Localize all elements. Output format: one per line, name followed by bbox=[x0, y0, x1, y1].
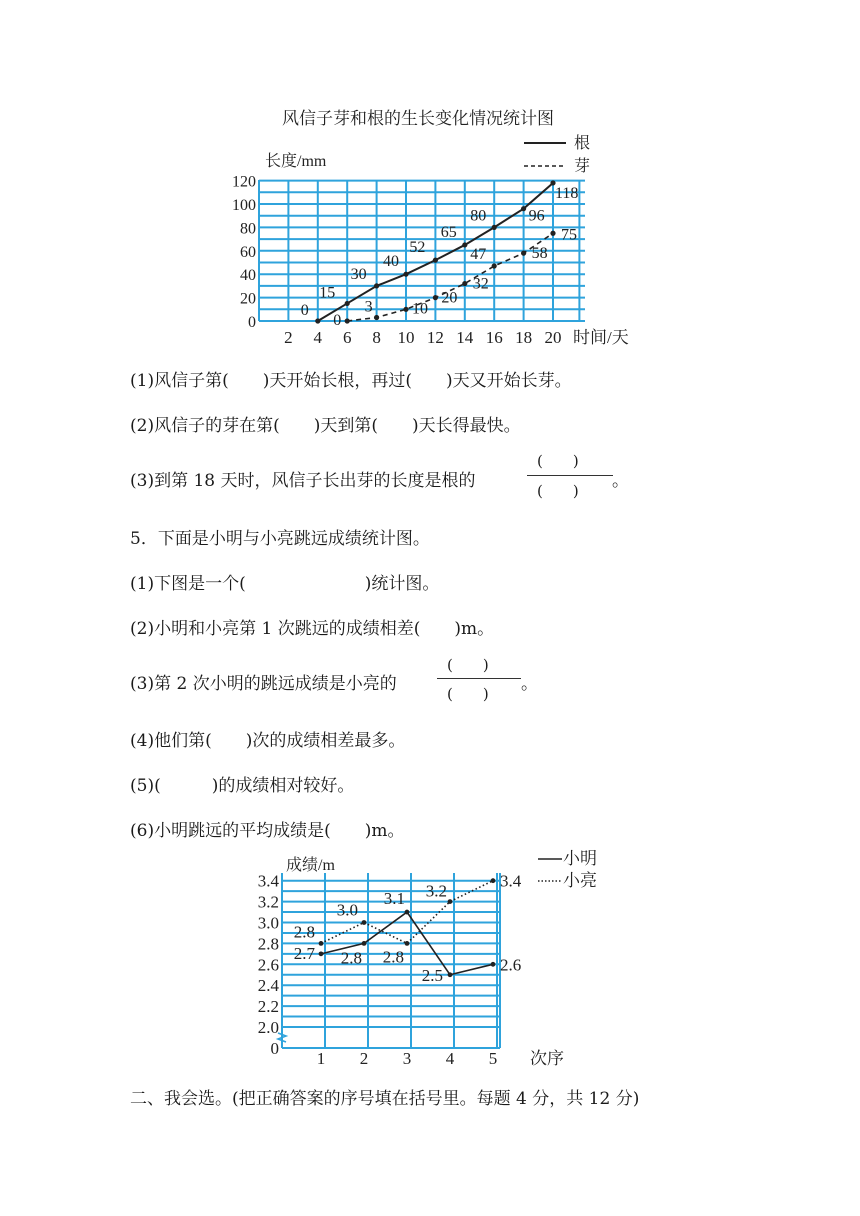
x-tick-label: 2 bbox=[284, 328, 293, 347]
xiaoliang-data-label: 2.8 bbox=[382, 947, 404, 967]
legend bbox=[538, 849, 597, 890]
root-point bbox=[345, 301, 350, 306]
sprout-data-label: 10 bbox=[412, 300, 428, 318]
xiaoming-point bbox=[405, 910, 410, 915]
x-axis-label: 次序 bbox=[530, 1049, 564, 1068]
chart1-series bbox=[301, 180, 579, 329]
q5-fraction-denominator: ( ) bbox=[447, 685, 489, 703]
y-tick-label: 3.4 bbox=[257, 871, 279, 891]
y-tick-label: 2.2 bbox=[257, 997, 279, 1017]
xiaoliang-point bbox=[491, 878, 496, 883]
section2-heading: 二、我会选。(把正确答案的序号填在括号里。每题 4 分，共 12 分) bbox=[130, 1089, 640, 1109]
root-data-label: 65 bbox=[440, 223, 457, 241]
sprout-point bbox=[462, 281, 467, 286]
y-tick-label: 2.6 bbox=[257, 955, 279, 975]
sprout-data-label: 47 bbox=[470, 246, 487, 264]
chart2-series bbox=[294, 872, 522, 985]
growth-chart bbox=[0, 0, 860, 350]
y-tick-label: 100 bbox=[232, 197, 256, 214]
root-data-label: 0 bbox=[300, 302, 309, 319]
q5-part4: (4)他们第( )次的成绩相差最多。 bbox=[130, 731, 406, 751]
q4-fraction-numerator: ( ) bbox=[537, 452, 579, 470]
chart-title: 风信子芽和根的生长变化情况统计图 bbox=[282, 109, 554, 128]
y-tick-label: 40 bbox=[240, 267, 256, 285]
x-tick-label: 4 bbox=[445, 1049, 455, 1068]
q5-part2: (2)小明和小亮第 1 次跳远的成绩相差( )m。 bbox=[130, 619, 495, 639]
root-point bbox=[521, 206, 526, 211]
q5-part3-end: 。 bbox=[521, 674, 538, 694]
long-jump-chart bbox=[0, 840, 860, 1080]
xiaoliang-point bbox=[448, 899, 453, 904]
root-point bbox=[403, 272, 408, 277]
q4-part1: (1)风信子第( )天开始长根，再过( )天又开始长芽。 bbox=[130, 371, 572, 391]
x-tick-label: 4 bbox=[313, 328, 323, 347]
sprout-data-label: 0 bbox=[333, 312, 342, 329]
x-tick-label: 6 bbox=[342, 328, 352, 347]
root-point bbox=[374, 283, 379, 288]
chart2-x-ticks bbox=[317, 1049, 498, 1068]
chart1-y-ticks bbox=[232, 174, 256, 331]
sprout-line bbox=[347, 233, 553, 321]
sprout-point bbox=[433, 295, 438, 300]
root-data-label: 52 bbox=[409, 239, 426, 257]
q4-part3-end: 。 bbox=[612, 471, 629, 491]
root-data-label: 40 bbox=[383, 253, 399, 271]
x-tick-label: 8 bbox=[372, 328, 381, 347]
root-point bbox=[433, 258, 438, 263]
q4-fraction bbox=[527, 448, 613, 504]
xiaoliang-point bbox=[319, 941, 324, 946]
q5-heading: 5．下面是小明与小亮跳远成绩统计图。 bbox=[130, 529, 430, 549]
x-tick-label: 3 bbox=[402, 1049, 412, 1068]
legend bbox=[524, 134, 590, 175]
xiaoliang-point bbox=[405, 941, 410, 946]
xiaoming-data-label: 2.7 bbox=[293, 943, 315, 963]
q5-part6: (6)小明跳远的平均成绩是( )m。 bbox=[130, 821, 405, 841]
sprout-data-label: 75 bbox=[561, 226, 577, 244]
x-tick-label: 12 bbox=[426, 328, 444, 347]
q4-part3 bbox=[130, 466, 476, 491]
xiaoming-point bbox=[491, 962, 496, 967]
xiaoliang-point bbox=[362, 920, 367, 925]
xiaoming-point bbox=[319, 951, 324, 956]
chart1-x-ticks bbox=[284, 328, 561, 347]
x-tick-label: 5 bbox=[488, 1049, 498, 1068]
y-axis-label: 长度/mm bbox=[265, 153, 327, 170]
q5-part5: (5)( )的成绩相对较好。 bbox=[130, 776, 355, 796]
x-tick-label: 16 bbox=[485, 328, 503, 347]
q5-part3 bbox=[130, 669, 397, 694]
q5-fraction bbox=[437, 652, 521, 708]
sprout-data-label: 3 bbox=[364, 298, 373, 316]
q4-fraction-denominator: ( ) bbox=[537, 482, 579, 500]
xiaoliang-data-label: 3.2 bbox=[425, 881, 447, 901]
sprout-point bbox=[521, 251, 526, 256]
chart2-y-ticks bbox=[258, 872, 280, 1058]
xiaoliang-data-label: 3.4 bbox=[500, 871, 522, 891]
y-tick-label: 3.0 bbox=[257, 913, 279, 933]
y-tick-label: 20 bbox=[240, 290, 256, 308]
y-tick-label: 3.2 bbox=[257, 892, 279, 912]
y-tick-label: 0 bbox=[270, 1039, 279, 1058]
root-point bbox=[492, 225, 497, 230]
y-tick-label: 2.0 bbox=[257, 1018, 279, 1037]
axis-break bbox=[278, 1033, 286, 1042]
sprout-point bbox=[492, 263, 497, 268]
root-data-label: 80 bbox=[470, 207, 487, 225]
q4-part3-text: (3)到第 18 天时，风信子长出芽的长度是根的 bbox=[130, 471, 476, 491]
x-tick-label: 1 bbox=[316, 1049, 326, 1068]
y-axis-label: 成绩/m bbox=[286, 857, 335, 874]
x-tick-label: 2 bbox=[359, 1049, 369, 1068]
xiaoliang-data-label: 3.0 bbox=[336, 900, 358, 920]
xiaoming-data-label: 2.6 bbox=[500, 955, 522, 975]
y-tick-label: 80 bbox=[240, 220, 256, 238]
x-tick-label: 14 bbox=[456, 328, 474, 347]
legend-xiaoming-label: 小明 bbox=[563, 849, 597, 868]
sprout-point bbox=[403, 307, 408, 312]
y-tick-label: 0 bbox=[248, 314, 256, 331]
root-data-label: 118 bbox=[555, 184, 579, 202]
fraction-bar bbox=[527, 475, 613, 476]
y-tick-label: 2.8 bbox=[257, 934, 279, 954]
root-point bbox=[315, 318, 320, 323]
x-tick-label: 18 bbox=[515, 328, 533, 347]
xiaoming-data-label: 3.1 bbox=[383, 889, 405, 909]
q5-part1: (1)下图是一个( )统计图。 bbox=[130, 574, 440, 594]
root-data-label: 15 bbox=[319, 284, 336, 302]
sprout-data-label: 20 bbox=[441, 289, 458, 307]
fraction-bar bbox=[437, 678, 521, 679]
x-tick-label: 20 bbox=[544, 328, 562, 347]
legend-root-label: 根 bbox=[574, 135, 591, 152]
y-tick-label: 2.4 bbox=[257, 976, 279, 996]
sprout-data-label: 32 bbox=[472, 275, 489, 293]
xiaoming-point bbox=[362, 941, 367, 946]
q5-part3-text: (3)第 2 次小明的跳远成绩是小亮的 bbox=[130, 674, 397, 694]
xiaoliang-data-label: 2.8 bbox=[293, 922, 315, 942]
sprout-point bbox=[345, 318, 350, 323]
root-data-label: 96 bbox=[528, 207, 545, 225]
root-data-label: 30 bbox=[350, 265, 367, 283]
xiaoming-point bbox=[448, 972, 453, 977]
legend-xiaoliang-label: 小亮 bbox=[563, 871, 597, 890]
sprout-data-label: 58 bbox=[531, 245, 548, 263]
xiaoming-data-label: 2.5 bbox=[421, 965, 443, 985]
y-tick-label: 60 bbox=[240, 243, 256, 261]
sprout-point bbox=[550, 231, 555, 236]
xiaoming-data-label: 2.8 bbox=[340, 948, 362, 968]
sprout-point bbox=[374, 315, 379, 320]
q5-fraction-numerator: ( ) bbox=[447, 656, 489, 674]
x-tick-label: 10 bbox=[397, 328, 415, 347]
legend-sprout-label: 芽 bbox=[574, 158, 591, 175]
y-tick-label: 120 bbox=[232, 173, 256, 191]
x-axis-label: 时间/天 bbox=[573, 328, 629, 347]
q4-part2: (2)风信子的芽在第( )天到第( )天长得最快。 bbox=[130, 416, 521, 436]
root-point bbox=[462, 242, 467, 247]
